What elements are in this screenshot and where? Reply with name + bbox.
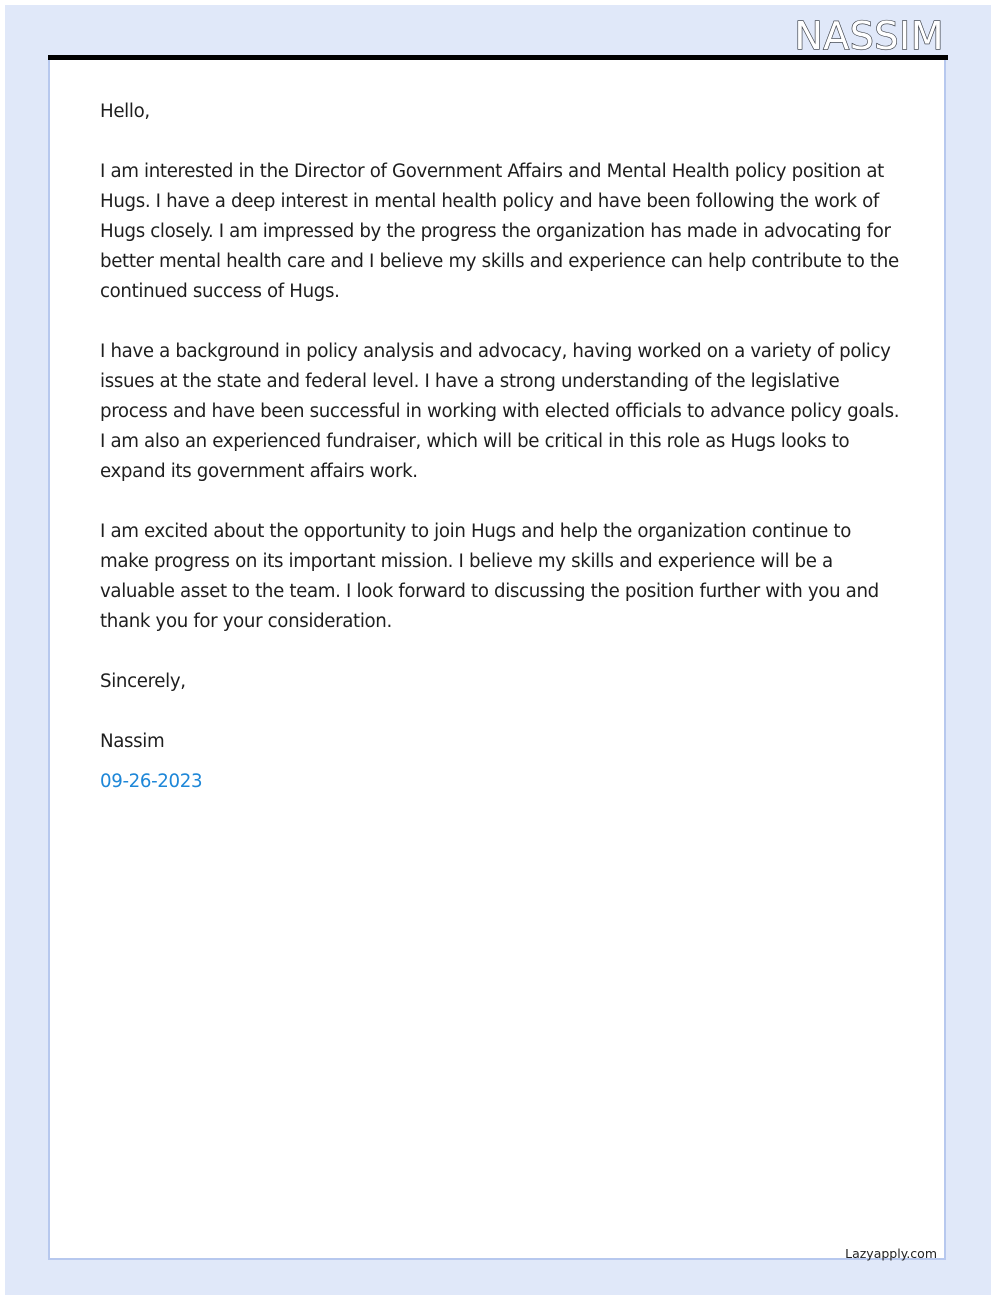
paragraph-2: I have a background in policy analysis and advocacy, having worked on a variety of policy issues at the state and federal level. I have a strong understanding of the legislative process and have been successful in working with elected officials to advance policy goals. I am also an experienced fundraiser, which will be critical in this role as Hugs looks to expand its government affairs work. — [100, 341, 900, 482]
paragraph-3: I am excited about the opportunity to join Hugs and help the organization continue to make progress on its important mission. I believe my skills and experience will be a valuable asset to the team. I look forward to discussing the position further with you and thank you for your consideration. — [100, 521, 879, 632]
paragraph-1: I am interested in the Director of Government Affairs and Mental Health policy position at Hugs. I have a deep interest in mental health policy and have been following the work of Hugs closely. I am impressed by the progress the organization has made in advocating for better mental health care and I believe my skills and experience can help contribute to the continued success of Hugs. — [100, 161, 899, 302]
greeting: Hello, — [100, 101, 150, 122]
cover-letter-body — [100, 97, 900, 797]
letter-date: 09-26-2023 — [100, 771, 203, 792]
signature-name: Nassim — [100, 731, 165, 752]
brand-name: NASSIM — [794, 14, 944, 58]
closing: Sincerely, — [100, 671, 186, 692]
footer-credit: Lazyapply.com — [845, 1246, 937, 1261]
